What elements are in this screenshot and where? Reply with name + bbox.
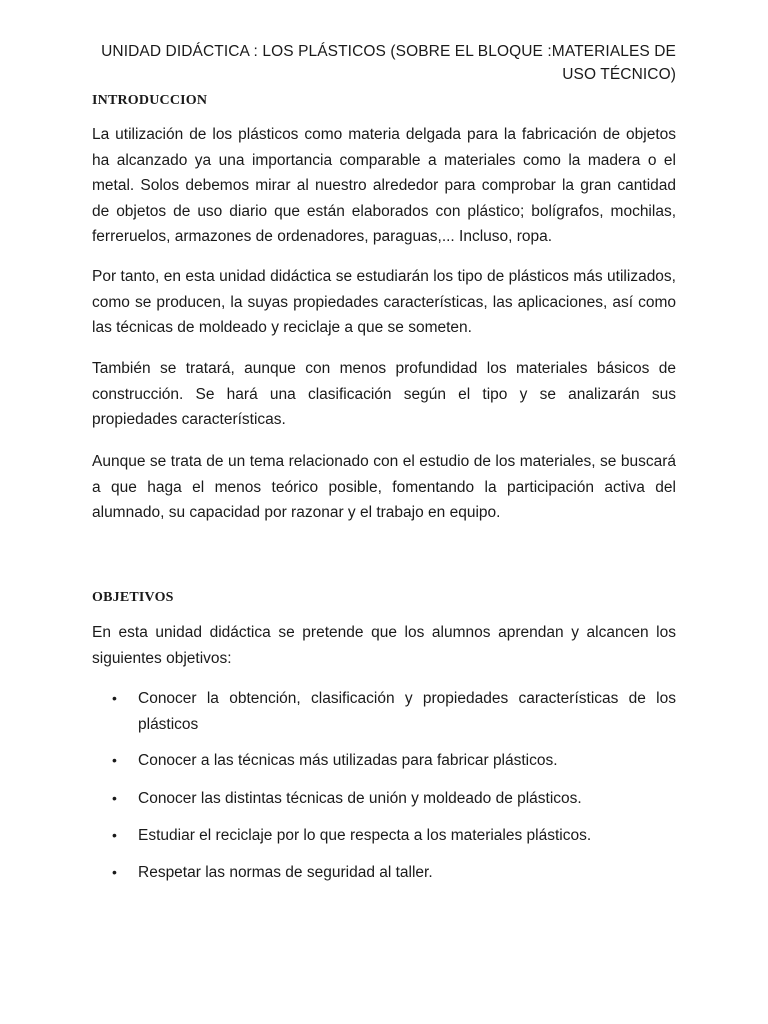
objetivo-text: Conocer la obtención, clasificación y propiedades características de los plásticos: [138, 690, 676, 733]
objetivos-intro: En esta unidad didáctica se pretende que los alumnos aprendan y alcancen los siguientes objetivos:: [92, 624, 676, 667]
bullet-icon: •: [112, 752, 117, 768]
intro-paragraph-3: También se tratará, aunque con menos profundidad los materiales básicos de construcción. Se hará una clasificación según el tipo y se analizarán sus propiedades características.: [92, 360, 676, 428]
header-title-line-2: USO TÉCNICO): [562, 66, 676, 83]
bullet-icon: •: [112, 790, 117, 806]
document-header: [92, 40, 676, 86]
intro-paragraph-1: La utilización de los plásticos como materia delgada para la fabricación de objetos ha alcanzado ya una importancia comparable a materiales como la madera o el metal. Solos debemos mirar al nuestro alrededor para comprobar la gran cantidad de objetos de uso diario que están elaborados con plástico; bolígrafos, mochilas, ferreruelos, armazones de ordenadores, paraguas,... Incluso, ropa.: [92, 126, 676, 245]
objetivo-item: [92, 786, 676, 812]
objetivo-item: [92, 823, 676, 849]
bullet-icon: •: [112, 864, 117, 880]
bullet-icon: •: [112, 690, 117, 706]
objetivos-heading: OBJETIVOS: [92, 590, 174, 605]
introduccion-heading: INTRODUCCION: [92, 93, 208, 108]
objetivo-item: [92, 748, 676, 774]
objetivo-text: Estudiar el reciclaje por lo que respecta a los materiales plásticos.: [138, 827, 592, 844]
header-title-line-1: UNIDAD DIDÁCTICA : LOS PLÁSTICOS (SOBRE EL BLOQUE :MATERIALES DE: [101, 43, 676, 60]
objetivo-text: Respetar las normas de seguridad al taller.: [138, 864, 433, 881]
intro-paragraph-2: Por tanto, en esta unidad didáctica se estudiarán los tipo de plásticos más utilizados, como se producen, la suyas propiedades características, las aplicaciones, así como las técnicas de moldeado y reciclaje a que se someten.: [92, 268, 676, 336]
objetivo-item: [92, 686, 676, 737]
objetivo-text: Conocer a las técnicas más utilizadas para fabricar plásticos.: [138, 752, 558, 769]
intro-paragraph-4: Aunque se trata de un tema relacionado con el estudio de los materiales, se buscará a que haga el menos teórico posible, fomentando la participación activa del alumnado, su capacidad por razonar y el trabajo en equipo.: [92, 453, 676, 521]
bullet-icon: •: [112, 827, 117, 843]
objetivo-text: Conocer las distintas técnicas de unión y moldeado de plásticos.: [138, 790, 582, 807]
objetivo-item: [92, 860, 676, 886]
